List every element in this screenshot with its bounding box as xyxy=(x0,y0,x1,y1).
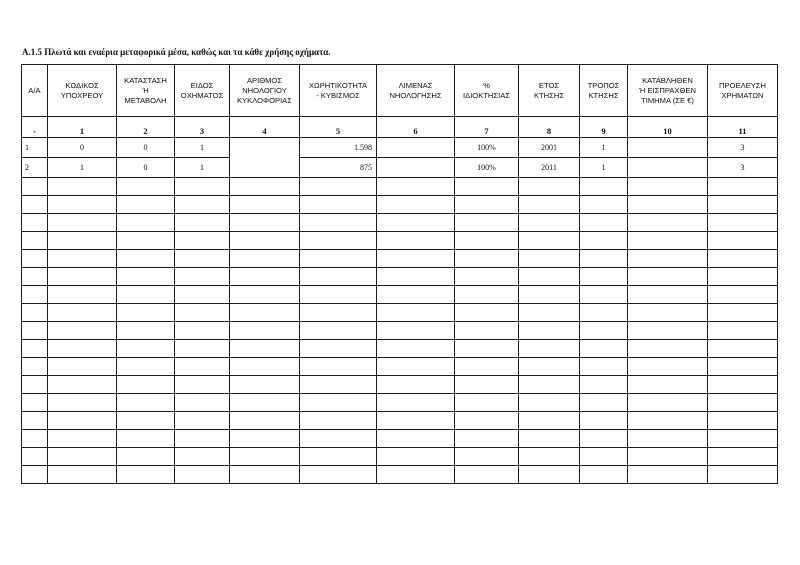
empty-cell xyxy=(580,250,628,268)
empty-cell xyxy=(708,358,778,376)
empty-cell xyxy=(377,430,455,448)
empty-cell xyxy=(519,232,580,250)
empty-cell xyxy=(519,394,580,412)
empty-cell xyxy=(300,394,377,412)
empty-cell xyxy=(175,376,230,394)
empty-cell xyxy=(175,448,230,466)
cell-capacity: 875 xyxy=(300,158,377,178)
empty-cell xyxy=(175,232,230,250)
header-vehicle-type: ΕΙΔΟΣ ΟΧΗΜΑΤΟΣ xyxy=(175,65,230,117)
empty-cell xyxy=(519,304,580,322)
empty-cell xyxy=(22,376,48,394)
empty-cell xyxy=(22,304,48,322)
empty-cell xyxy=(300,412,377,430)
cell-vehicle-type: 1 xyxy=(175,158,230,178)
empty-cell xyxy=(175,178,230,196)
column-number: 3 xyxy=(175,117,230,138)
empty-cell xyxy=(455,268,519,286)
empty-cell xyxy=(22,286,48,304)
column-number: 11 xyxy=(708,117,778,138)
empty-cell xyxy=(300,250,377,268)
empty-cell xyxy=(175,250,230,268)
empty-cell xyxy=(22,232,48,250)
empty-cell xyxy=(708,250,778,268)
empty-cell xyxy=(300,322,377,340)
empty-cell xyxy=(230,358,300,376)
cell-registry-port xyxy=(377,138,455,158)
table-row xyxy=(22,158,778,178)
empty-cell xyxy=(377,196,455,214)
empty-cell xyxy=(519,340,580,358)
column-number: - xyxy=(22,117,48,138)
empty-cell xyxy=(48,430,117,448)
empty-cell xyxy=(708,178,778,196)
empty-row xyxy=(22,304,778,322)
empty-cell xyxy=(377,376,455,394)
cell-acquisition-year: 2001 xyxy=(519,138,580,158)
empty-cell xyxy=(117,250,175,268)
empty-cell xyxy=(628,268,708,286)
table-row xyxy=(22,138,778,158)
header-obligor-code: ΚΩΔΙΚΟΣ ΥΠΟΧΡΕΟΥ xyxy=(48,65,117,117)
cell-ownership-percent: 100% xyxy=(455,158,519,178)
empty-cell xyxy=(175,358,230,376)
empty-cell xyxy=(580,358,628,376)
empty-cell xyxy=(455,376,519,394)
empty-cell xyxy=(377,178,455,196)
empty-cell xyxy=(117,466,175,484)
empty-cell xyxy=(628,232,708,250)
empty-cell xyxy=(175,466,230,484)
empty-cell xyxy=(230,430,300,448)
cell-aa: 1 xyxy=(22,138,48,158)
empty-cell xyxy=(708,196,778,214)
empty-cell xyxy=(519,286,580,304)
cell-obligor-code: 0 xyxy=(48,138,117,158)
empty-row xyxy=(22,178,778,196)
empty-cell xyxy=(230,268,300,286)
empty-cell xyxy=(455,430,519,448)
empty-cell xyxy=(377,214,455,232)
empty-cell xyxy=(455,412,519,430)
empty-cell xyxy=(22,196,48,214)
empty-cell xyxy=(48,232,117,250)
empty-cell xyxy=(377,304,455,322)
empty-cell xyxy=(48,214,117,232)
empty-cell xyxy=(300,466,377,484)
empty-cell xyxy=(300,448,377,466)
header-aa: Α/Α xyxy=(22,65,48,117)
empty-cell xyxy=(455,394,519,412)
empty-cell xyxy=(377,358,455,376)
column-number: 9 xyxy=(580,117,628,138)
empty-cell xyxy=(22,430,48,448)
empty-cell xyxy=(580,466,628,484)
empty-cell xyxy=(117,358,175,376)
empty-cell xyxy=(455,448,519,466)
empty-cell xyxy=(230,250,300,268)
empty-cell xyxy=(580,340,628,358)
empty-cell xyxy=(117,376,175,394)
empty-cell xyxy=(455,178,519,196)
empty-row xyxy=(22,214,778,232)
empty-cell xyxy=(22,322,48,340)
empty-cell xyxy=(519,322,580,340)
empty-cell xyxy=(377,412,455,430)
empty-cell xyxy=(455,340,519,358)
cell-capacity: 1.598 xyxy=(300,138,377,158)
empty-row xyxy=(22,376,778,394)
empty-cell xyxy=(455,196,519,214)
empty-cell xyxy=(628,430,708,448)
cell-price xyxy=(628,158,708,178)
empty-cell xyxy=(708,430,778,448)
empty-cell xyxy=(377,268,455,286)
empty-cell xyxy=(117,412,175,430)
empty-cell xyxy=(175,412,230,430)
empty-cell xyxy=(519,448,580,466)
empty-cell xyxy=(628,412,708,430)
empty-cell xyxy=(300,214,377,232)
empty-cell xyxy=(48,304,117,322)
empty-cell xyxy=(230,178,300,196)
empty-cell xyxy=(708,322,778,340)
empty-row xyxy=(22,394,778,412)
header-registration-number: ΑΡΙΘΜΟΣ ΝΗΟΛΟΓΙΟΥ ΚΥΚΛΟΦΟΡΙΑΣ xyxy=(230,65,300,117)
empty-cell xyxy=(117,214,175,232)
empty-cell xyxy=(22,448,48,466)
empty-cell xyxy=(22,466,48,484)
header-registry-port: ΛΙΜΕΝΑΣ ΝΗΟΛΟΓΗΣΗΣ xyxy=(377,65,455,117)
empty-cell xyxy=(300,304,377,322)
empty-cell xyxy=(580,178,628,196)
empty-cell xyxy=(580,286,628,304)
cell-status-change: 0 xyxy=(117,158,175,178)
empty-cell xyxy=(455,358,519,376)
empty-cell xyxy=(628,358,708,376)
cell-aa: 2 xyxy=(22,158,48,178)
empty-cell xyxy=(708,412,778,430)
empty-cell xyxy=(377,322,455,340)
empty-cell xyxy=(117,448,175,466)
column-number-row xyxy=(22,117,778,138)
column-number: 5 xyxy=(300,117,377,138)
empty-cell xyxy=(377,286,455,304)
empty-cell xyxy=(230,304,300,322)
empty-cell xyxy=(230,214,300,232)
empty-cell xyxy=(377,232,455,250)
empty-cell xyxy=(519,430,580,448)
empty-cell xyxy=(519,214,580,232)
empty-cell xyxy=(628,286,708,304)
empty-cell xyxy=(175,286,230,304)
empty-cell xyxy=(708,304,778,322)
empty-row xyxy=(22,412,778,430)
empty-row xyxy=(22,250,778,268)
empty-cell xyxy=(519,178,580,196)
empty-cell xyxy=(628,178,708,196)
vehicles-table xyxy=(21,64,778,484)
empty-cell xyxy=(175,340,230,358)
empty-cell xyxy=(580,322,628,340)
header-ownership-percent: % ΙΔΙΟΚΤΗΣΙΑΣ xyxy=(455,65,519,117)
empty-cell xyxy=(175,304,230,322)
empty-cell xyxy=(708,214,778,232)
empty-cell xyxy=(580,430,628,448)
empty-cell xyxy=(22,250,48,268)
cell-registration-number xyxy=(230,138,300,158)
empty-cell xyxy=(580,376,628,394)
empty-cell xyxy=(22,394,48,412)
cell-registration-number xyxy=(230,158,300,178)
column-number: 4 xyxy=(230,117,300,138)
empty-cell xyxy=(117,178,175,196)
column-number: 1 xyxy=(48,117,117,138)
empty-cell xyxy=(628,448,708,466)
empty-cell xyxy=(455,466,519,484)
header-capacity: ΧΩΡΗΤΙΚΟΤΗΤΑ - ΚΥΒΙΣΜΟΣ xyxy=(300,65,377,117)
empty-cell xyxy=(230,394,300,412)
empty-cell xyxy=(230,322,300,340)
empty-cell xyxy=(628,376,708,394)
empty-row xyxy=(22,232,778,250)
empty-cell xyxy=(175,394,230,412)
empty-cell xyxy=(117,340,175,358)
empty-cell xyxy=(580,232,628,250)
empty-cell xyxy=(455,232,519,250)
cell-vehicle-type: 1 xyxy=(175,138,230,158)
empty-cell xyxy=(48,394,117,412)
empty-cell xyxy=(519,196,580,214)
empty-cell xyxy=(708,376,778,394)
empty-cell xyxy=(230,340,300,358)
empty-cell xyxy=(519,268,580,286)
empty-cell xyxy=(117,304,175,322)
cell-registry-port xyxy=(377,158,455,178)
empty-cell xyxy=(708,340,778,358)
empty-cell xyxy=(117,322,175,340)
empty-cell xyxy=(48,340,117,358)
empty-cell xyxy=(48,250,117,268)
empty-cell xyxy=(117,286,175,304)
empty-cell xyxy=(117,196,175,214)
header-acquisition-year: ΕΤΟΣ ΚΤΗΣΗΣ xyxy=(519,65,580,117)
empty-cell xyxy=(580,214,628,232)
empty-cell xyxy=(377,448,455,466)
empty-cell xyxy=(377,394,455,412)
empty-cell xyxy=(580,448,628,466)
empty-cell xyxy=(48,286,117,304)
empty-cell xyxy=(519,358,580,376)
empty-cell xyxy=(455,286,519,304)
column-number: 10 xyxy=(628,117,708,138)
empty-cell xyxy=(628,394,708,412)
empty-cell xyxy=(48,322,117,340)
empty-cell xyxy=(48,358,117,376)
empty-cell xyxy=(455,322,519,340)
empty-cell xyxy=(117,232,175,250)
empty-cell xyxy=(230,286,300,304)
empty-cell xyxy=(708,232,778,250)
empty-cell xyxy=(230,232,300,250)
empty-cell xyxy=(48,268,117,286)
empty-cell xyxy=(22,358,48,376)
empty-row xyxy=(22,322,778,340)
cell-price xyxy=(628,138,708,158)
empty-cell xyxy=(48,178,117,196)
empty-cell xyxy=(628,214,708,232)
empty-cell xyxy=(230,448,300,466)
empty-row xyxy=(22,268,778,286)
empty-cell xyxy=(230,196,300,214)
empty-cell xyxy=(300,358,377,376)
empty-cell xyxy=(708,448,778,466)
empty-cell xyxy=(175,430,230,448)
empty-cell xyxy=(22,340,48,358)
cell-obligor-code: 1 xyxy=(48,158,117,178)
header-price: ΚΑΤΑΒΛΗΘΕΝ Ή ΕΙΣΠΡΑΧΘΕΝ ΤΙΜΗΜΑ (ΣΕ €) xyxy=(628,65,708,117)
empty-cell xyxy=(48,196,117,214)
empty-row xyxy=(22,286,778,304)
cell-funds-origin: 3 xyxy=(708,158,778,178)
empty-cell xyxy=(300,286,377,304)
empty-cell xyxy=(48,412,117,430)
empty-cell xyxy=(300,376,377,394)
empty-row xyxy=(22,448,778,466)
empty-cell xyxy=(519,250,580,268)
empty-cell xyxy=(628,196,708,214)
empty-cell xyxy=(580,412,628,430)
empty-cell xyxy=(22,412,48,430)
header-funds-origin: ΠΡΟΕΛΕΥΣΗ ΧΡΗΜΑΤΩΝ xyxy=(708,65,778,117)
empty-cell xyxy=(708,394,778,412)
cell-acquisition-method: 1 xyxy=(580,158,628,178)
cell-funds-origin: 3 xyxy=(708,138,778,158)
column-number: 6 xyxy=(377,117,455,138)
empty-cell xyxy=(300,430,377,448)
header-status-change: ΚΑΤΑΣΤΑΣΗ Ή ΜΕΤΑΒΟΛΗ xyxy=(117,65,175,117)
empty-row xyxy=(22,466,778,484)
empty-cell xyxy=(22,268,48,286)
empty-cell xyxy=(300,232,377,250)
empty-cell xyxy=(455,214,519,232)
empty-cell xyxy=(708,466,778,484)
empty-cell xyxy=(48,466,117,484)
empty-row xyxy=(22,196,778,214)
empty-cell xyxy=(300,178,377,196)
empty-cell xyxy=(580,196,628,214)
empty-row xyxy=(22,430,778,448)
empty-cell xyxy=(230,412,300,430)
empty-cell xyxy=(519,466,580,484)
header-row xyxy=(22,65,778,117)
empty-cell xyxy=(580,304,628,322)
empty-cell xyxy=(175,322,230,340)
empty-cell xyxy=(580,394,628,412)
empty-cell xyxy=(628,322,708,340)
empty-cell xyxy=(519,376,580,394)
empty-cell xyxy=(117,430,175,448)
empty-cell xyxy=(300,196,377,214)
empty-cell xyxy=(175,268,230,286)
column-number: 8 xyxy=(519,117,580,138)
empty-cell xyxy=(628,466,708,484)
empty-cell xyxy=(22,178,48,196)
column-number: 7 xyxy=(455,117,519,138)
empty-cell xyxy=(455,304,519,322)
empty-cell xyxy=(580,268,628,286)
empty-cell xyxy=(175,214,230,232)
column-number: 2 xyxy=(117,117,175,138)
cell-acquisition-year: 2011 xyxy=(519,158,580,178)
empty-cell xyxy=(519,412,580,430)
empty-cell xyxy=(628,250,708,268)
empty-row xyxy=(22,358,778,376)
empty-cell xyxy=(117,394,175,412)
header-acquisition-method: ΤΡΟΠΟΣ ΚΤΗΣΗΣ xyxy=(580,65,628,117)
empty-cell xyxy=(22,214,48,232)
section-title: Α.1.5 Πλωτά και εναέρια μεταφορικά μέσα, καθώς και τα κάθε χρήσης οχήματα. xyxy=(22,47,331,57)
empty-cell xyxy=(300,340,377,358)
empty-cell xyxy=(230,376,300,394)
empty-cell xyxy=(48,448,117,466)
empty-cell xyxy=(708,286,778,304)
cell-acquisition-method: 1 xyxy=(580,138,628,158)
empty-cell xyxy=(628,304,708,322)
empty-cell xyxy=(377,250,455,268)
empty-cell xyxy=(230,466,300,484)
empty-cell xyxy=(300,268,377,286)
empty-cell xyxy=(377,466,455,484)
empty-cell xyxy=(708,268,778,286)
empty-cell xyxy=(175,196,230,214)
empty-cell xyxy=(377,340,455,358)
empty-cell xyxy=(117,268,175,286)
cell-ownership-percent: 100% xyxy=(455,138,519,158)
empty-cell xyxy=(628,340,708,358)
cell-status-change: 0 xyxy=(117,138,175,158)
empty-cell xyxy=(48,376,117,394)
empty-cell xyxy=(455,250,519,268)
empty-row xyxy=(22,340,778,358)
